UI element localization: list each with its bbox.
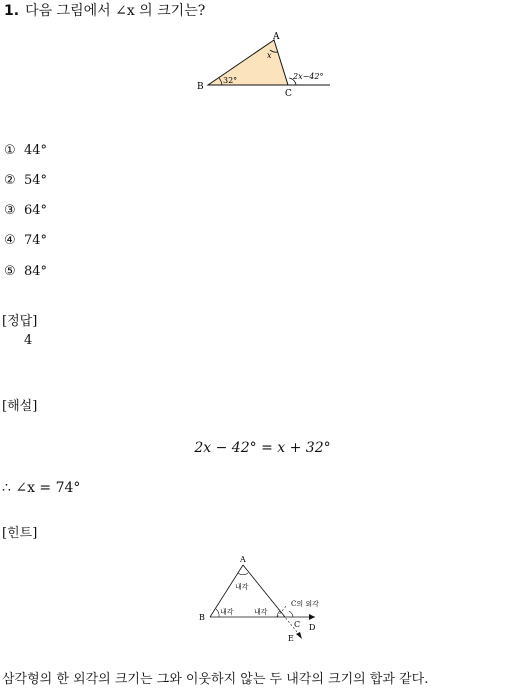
hint-label-b: B (199, 613, 205, 622)
choice-5[interactable]: ⑤ 84° (4, 264, 48, 279)
arrow-d (309, 614, 315, 620)
answer-heading: [정답] (2, 314, 38, 329)
label-exterior-angle: 2x−42° (293, 72, 324, 81)
arc-c-exterior (289, 611, 293, 617)
hint-figure (195, 553, 345, 645)
label-exterior-angle-c: C의 외각 (291, 600, 319, 608)
choice-2[interactable]: ② 54° (4, 173, 48, 188)
question-title (4, 0, 205, 20)
arrow-e (296, 632, 302, 639)
hint-text: 삼각형의 한 외각의 크기는 그와 이웃하지 않는 두 내각의 크기의 합과 같다. (2, 672, 429, 687)
arc-a (238, 573, 248, 575)
question-number: 1. (4, 3, 20, 19)
explanation-conclusion: ∴ ∠x = 74° (2, 480, 81, 496)
choice-1[interactable]: ① 44° (4, 143, 48, 158)
label-b: B (197, 82, 204, 92)
choice-4[interactable]: ④ 74° (4, 233, 48, 248)
label-inner-angle-a: 내각 (235, 583, 249, 591)
label-a: A (273, 32, 280, 42)
hint-heading: [힌트] (2, 526, 38, 541)
label-c: C (285, 89, 292, 99)
answer-value: 4 (24, 333, 33, 348)
triangle-figure (190, 30, 340, 100)
hint-label-e: E (288, 634, 294, 643)
arc-b (216, 609, 219, 617)
explanation-equation: 2x − 42° = x + 32° (194, 440, 331, 456)
label-inner-angle-b: 내각 (220, 608, 234, 616)
label-angle-b: 32° (223, 76, 238, 85)
parallel-line (277, 605, 287, 617)
label-inner-angle-c: 내각 (254, 608, 268, 616)
explanation-heading: [해설] (2, 399, 38, 414)
hint-label-c: C (294, 620, 301, 629)
choice-3[interactable]: ③ 64° (4, 203, 48, 218)
hint-label-d: D (309, 623, 316, 632)
triangle-abc (208, 40, 288, 85)
question-text: 다음 그림에서 ∠x 의 크기는? (25, 3, 206, 19)
hint-label-a: A (240, 555, 246, 564)
label-angle-x: x (267, 51, 272, 60)
